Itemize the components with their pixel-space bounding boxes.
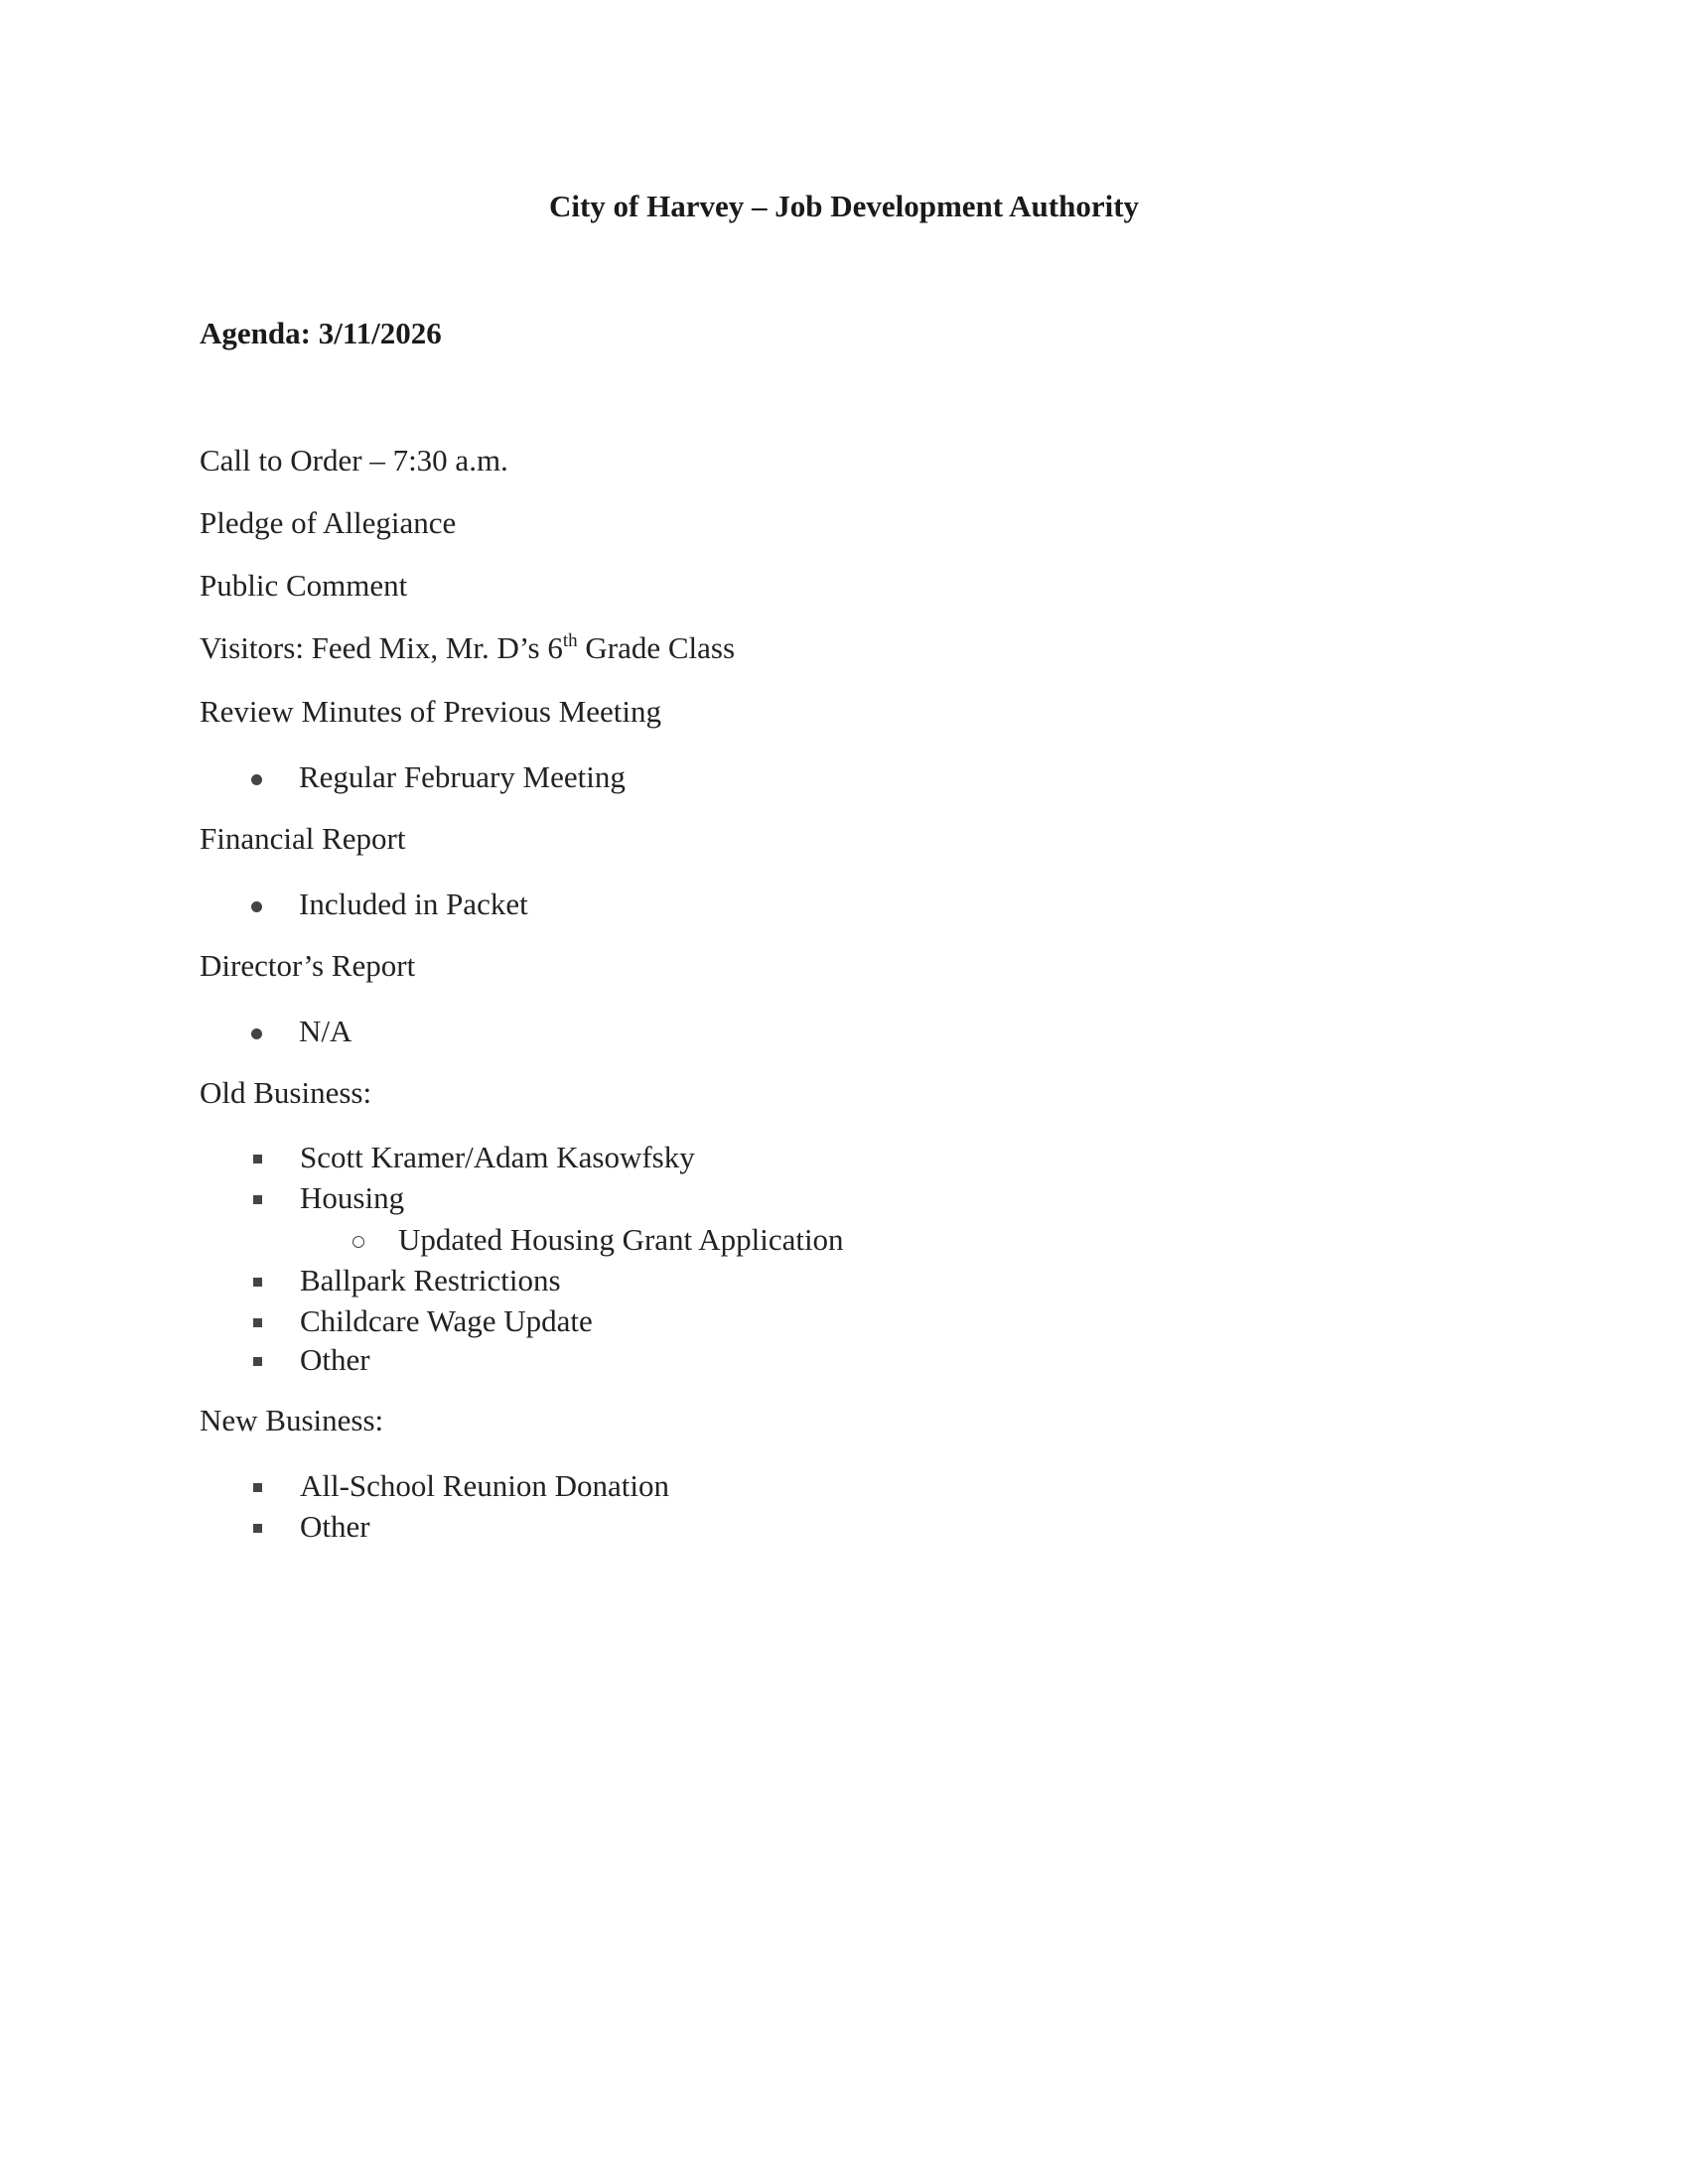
bullet-square-icon [253, 1318, 262, 1327]
bullet-square-icon [253, 1278, 262, 1287]
list-item-text: Scott Kramer/Adam Kasowfsky [300, 1140, 695, 1174]
list-item-text: Regular February Meeting [299, 759, 626, 794]
list-item-text: Housing [300, 1180, 405, 1215]
bullet-circle-icon [352, 1236, 364, 1248]
bullet-dot-icon [251, 774, 262, 785]
visitors-text: Visitors: Feed Mix, Mr. D’s 6 [200, 630, 563, 665]
bullet-dot-icon [251, 1028, 262, 1039]
bullet-square-icon [253, 1483, 262, 1492]
new-business-heading: New Business: [200, 1403, 384, 1437]
pledge-of-allegiance: Pledge of Allegiance [200, 505, 457, 540]
bullet-square-icon [253, 1357, 262, 1366]
list-item-text: Included in Packet [299, 887, 528, 921]
bullet-square-icon [253, 1524, 262, 1533]
list-item-text: Childcare Wage Update [300, 1303, 593, 1338]
bullet-dot-icon [251, 901, 262, 912]
document-title: City of Harvey – Job Development Authority [548, 189, 1140, 223]
visitors-line [200, 630, 735, 666]
directors-report-heading: Director’s Report [200, 948, 416, 983]
visitors-superscript: th [562, 630, 578, 651]
list-item-text: N/A [299, 1014, 352, 1048]
list-item-text: All-School Reunion Donation [300, 1468, 669, 1503]
sub-list-item-text: Updated Housing Grant Application [398, 1222, 844, 1257]
list-item-text: Other [300, 1342, 370, 1377]
agenda-date-heading: Agenda: 3/11/2026 [200, 316, 442, 350]
public-comment: Public Comment [200, 568, 408, 603]
old-business-heading: Old Business: [200, 1075, 372, 1110]
review-minutes-heading: Review Minutes of Previous Meeting [200, 694, 661, 729]
financial-report-heading: Financial Report [200, 821, 406, 856]
visitors-suffix: Grade Class [577, 630, 736, 665]
bullet-square-icon [253, 1195, 262, 1204]
list-item-text: Ballpark Restrictions [300, 1263, 561, 1297]
list-item-text: Other [300, 1509, 370, 1544]
bullet-square-icon [253, 1155, 262, 1163]
call-to-order: Call to Order – 7:30 a.m. [200, 443, 508, 478]
